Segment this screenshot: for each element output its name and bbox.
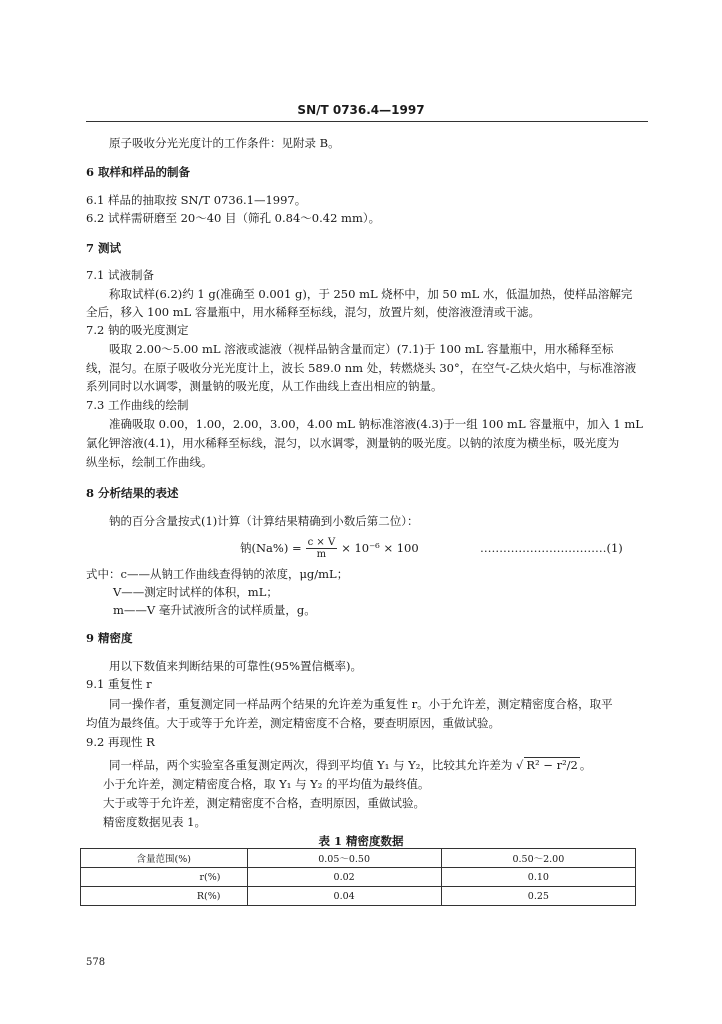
- formula-numerator: c × V: [307, 536, 336, 548]
- precision-table: [80, 848, 636, 906]
- formula-1: [240, 533, 419, 563]
- table-header-cell: 0.50～2.00: [441, 849, 635, 868]
- para-7-3-line-2: 氯化钾溶液(4.1)，用水稀释至标线，混匀，以水调零，测量钠的吸光度。以钠的浓度为横坐标，吸光度为: [86, 436, 620, 450]
- table-header-cell: 含量范围(%): [81, 849, 248, 868]
- section-heading-6: 6 取样和样品的制备: [86, 165, 191, 179]
- sqrt-expression: R² − r²/2: [526, 758, 578, 772]
- clause-9-1: 9.1 重复性 r: [86, 677, 152, 691]
- para-7-2-line-1: 吸取 2.00～5.00 mL 溶液或滤液（视样品钠含量而定）(7.1)于 100 mL 容量瓶中，用水稀释至标: [109, 342, 614, 356]
- para-7-3-line-3: 纵坐标，绘制工作曲线。: [86, 455, 213, 469]
- page-number: 578: [86, 957, 106, 968]
- para-9: 用以下数值来判断结果的可靠性(95%置信概率)。: [109, 659, 363, 673]
- para-9-1-line-1: 同一操作者，重复测定同一样品两个结果的允许差为重复性 r。小于允许差，测定精密度合格，取平: [109, 697, 613, 711]
- clause-9-2: 9.2 再现性 R: [86, 735, 155, 749]
- para-9-2-line-4: 精密度数据见表 1。: [103, 815, 206, 829]
- para-9-2-end: 。: [579, 758, 592, 772]
- formula-lhs: 钠(Na%) =: [240, 541, 302, 555]
- formula-denominator: m: [316, 548, 327, 560]
- para-7-2-line-3: 系列同时以水调零，测量钠的吸光度，从工作曲线上查出相应的钠量。: [86, 379, 443, 393]
- clause-7-1: 7.1 试液制备: [86, 268, 154, 282]
- clause-6-1: 6.1 样品的抽取按 SN/T 0736.1—1997。: [86, 193, 307, 207]
- table-cell: 0.25: [441, 887, 635, 906]
- clause-7-3: 7.3 工作曲线的绘制: [86, 398, 189, 412]
- table-cell: R(%): [81, 887, 248, 906]
- para-9-2-line-3: 大于或等于允许差，测定精密度不合格，查明原因，重做试验。: [103, 796, 425, 810]
- formula-fraction: [306, 537, 338, 560]
- para-7-2-line-2: 线，混匀。在原子吸收分光光度计上，波长 589.0 nm 处，转燃烧头 30°，在空气-乙炔火焰中，与标准溶液: [86, 361, 637, 375]
- formula-number: ……………………………(1): [480, 541, 623, 555]
- table-caption: 表 1 精密度数据: [318, 834, 404, 848]
- para-9-2-line-1: [109, 757, 591, 772]
- para-8: 钠的百分含量按式(1)计算（计算结果精确到小数后第二位）：: [109, 514, 419, 528]
- where-line-2: V——测定时试样的体积，mL；: [113, 585, 278, 599]
- header-rule: [86, 121, 648, 122]
- section-heading-9: 9 精密度: [86, 631, 133, 645]
- para-7-3-line-1: 准确吸取 0.00，1.00，2.00，3.00，4.00 mL 钠标准溶液(4.3)于一组 100 mL 容量瓶中，加入 1 mL: [109, 417, 643, 431]
- clause-6-2: 6.2 试样需研磨至 20～40 目（筛孔 0.84～0.42 mm）。: [86, 211, 381, 225]
- table-cell: 0.04: [247, 887, 441, 906]
- section-heading-7: 7 测试: [86, 241, 122, 255]
- para-9-1-line-2: 均值为最终值。大于或等于允许差，测定精密度不合格，要查明原因，重做试验。: [86, 716, 500, 730]
- table-header-row: [81, 849, 636, 868]
- para-9-2-text: 同一样品，两个实验室各重复测定两次，得到平均值 Y₁ 与 Y₂，比较其允许差为: [109, 758, 513, 772]
- para-text: 原子吸收分光光度计的工作条件：见附录 B。: [109, 136, 340, 150]
- formula-rhs: × 10⁻⁶ × 100: [341, 541, 419, 555]
- para-9-2-line-2: 小于允许差，测定精密度合格，取 Y₁ 与 Y₂ 的平均值为最终值。: [103, 777, 430, 791]
- sqrt-symbol: √: [516, 758, 524, 772]
- where-line-1: 式中：c——从钠工作曲线查得钠的浓度，μg/mL；: [86, 567, 349, 581]
- para-7-1-line-2: 全后，移入 100 mL 容量瓶中，用水稀释至标线，混匀，放置片刻，使溶液澄清或干滤。: [86, 305, 540, 319]
- where-line-3: m——V 毫升试液所含的试样质量，g。: [113, 603, 316, 617]
- section-heading-8: 8 分析结果的表述: [86, 486, 179, 500]
- table-row: [81, 868, 636, 887]
- table-cell: 0.10: [441, 868, 635, 887]
- table-row: [81, 887, 636, 906]
- table-header-cell: 0.05～0.50: [247, 849, 441, 868]
- header-code: SN/T 0736.4—1997: [297, 103, 425, 117]
- para-7-1-line-1: 称取试样(6.2)约 1 g(准确至 0.001 g)，于 250 mL 烧杯中，加 50 mL 水，低温加热，使样品溶解完: [109, 287, 633, 301]
- table-cell: 0.02: [247, 868, 441, 887]
- clause-7-2: 7.2 钠的吸光度测定: [86, 323, 189, 337]
- table-cell: r(%): [81, 868, 248, 887]
